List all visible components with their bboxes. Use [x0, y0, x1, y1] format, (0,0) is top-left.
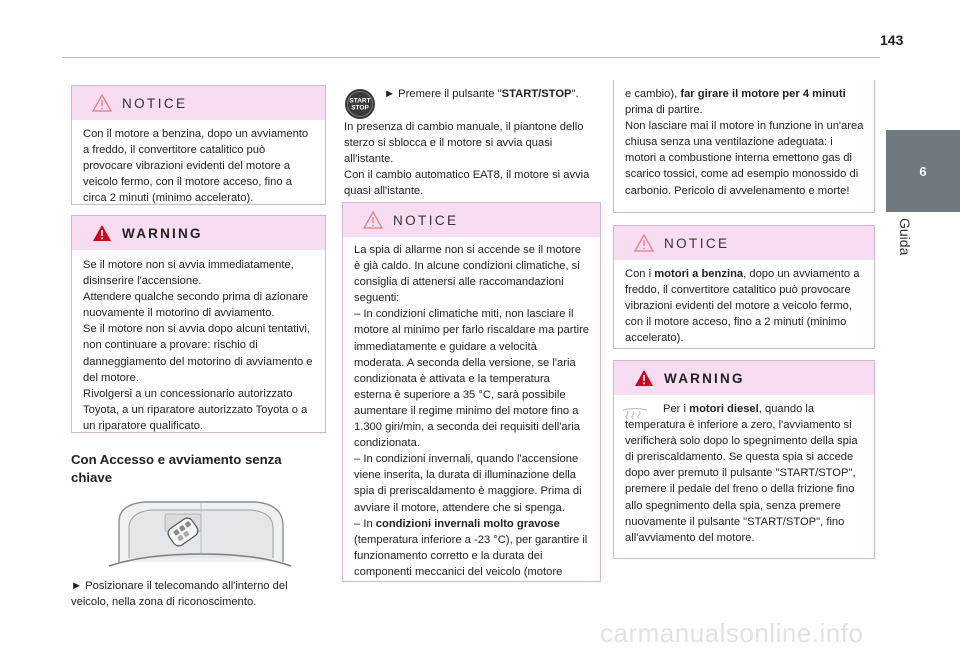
- para-manual-gearbox: In presenza di cambio manuale, il piantone dello sterzo si sblocca e il motore si avvia quasi all'istante. Con il cambio automatico EAT8, il motore si avvia quasi all'istante.: [344, 121, 590, 198]
- warning-line: Rivolgersi a un concessionario autorizzato Toyota, a un riparatore autorizzato Toyota o a un riparatore qualificato.: [83, 387, 308, 432]
- warning-header: [72, 216, 325, 250]
- notice-header: [343, 203, 600, 237]
- warning-header: [614, 361, 874, 395]
- start-stop-button-icon: [344, 88, 376, 120]
- col1-warning-box: [71, 215, 326, 433]
- page-number: 143: [880, 32, 904, 48]
- warning-line: Se il motore non si avvia immediatamente, disinserire l'accensione.: [83, 259, 294, 288]
- warning-title: WARNING: [664, 370, 745, 386]
- svg-text:STOP: STOP: [351, 104, 369, 112]
- notice-title: NOTICE: [393, 212, 459, 228]
- svg-text:START: START: [349, 97, 371, 105]
- continuation-text: e cambio), far girare il motore per 4 minuti prima di partire.: [625, 88, 846, 117]
- car-key-illustration: [105, 492, 295, 574]
- notice-item: – In condizioni climatiche miti, non lasciare il motore al minimo per farlo riscaldare ma partire immediatamente e guidare a velocità moderata. A seconda della versione, se l'aria condizionata è attivata e la temperatura esterna è superiore a 35 °C, sarà possibile aumentare il regime minimo del motore fino a 1.300 giri/min, a seconda dei requisiti dell'aria condizionata.: [354, 308, 590, 450]
- warning-icon: [92, 224, 112, 242]
- section-label: Guida: [897, 218, 913, 256]
- continuation-warning: Non lasciare mai il motore in funzione in un'area chiusa senza una ventilazione adeguata: i motori a combustione interna emettono gas di scarico tossici, come ad esempio monossido di carbonio. Pericolo di avvelenamento e morte!: [625, 120, 864, 197]
- notice-icon: [634, 234, 654, 252]
- warning-line: Attendere qualche secondo prima di azionare nuovamente il motorino di avviamento.: [83, 291, 309, 320]
- step-press-start: ► Premere il pulsante "START/STOP".: [384, 88, 579, 100]
- warning-icon: [634, 369, 654, 387]
- notice-title: NOTICE: [664, 235, 730, 251]
- section-tab[interactable]: [886, 130, 960, 212]
- section-heading: Con Accesso e avviamento senza chiave: [71, 452, 282, 485]
- col3-notice-box: [613, 225, 875, 349]
- preheating-lamp-icon: [622, 407, 648, 419]
- notice-icon: [92, 94, 112, 112]
- notice-title: NOTICE: [122, 95, 188, 111]
- notice-text: Con il motore a benzina, dopo un avviamento a freddo, il convertitore catalitico può provocare vibrazioni evidenti del motore a veicolo fermo, con il motore acceso, fino a circa 2 minuti (minimo accelerato).: [83, 128, 309, 205]
- warning-text: Per i motori diesel, quando la temperatura è inferiore a zero, l'avviamento si verificherà solo dopo lo spegnimento della spia di preriscaldamento. Se questa spia si accede dopo aver premuto il pulsante "START/STOP", premere il pedale del freno o della frizione fino allo spegnimento della spia, senza premere nuovamente il pulsante "START/STOP", fino all'avviamento del motore.: [625, 403, 858, 544]
- col3-warning-box: [613, 360, 875, 559]
- notice-text: Con i motori a benzina, dopo un avviamento a freddo, il convertitore catalitico può provocare vibrazioni evidenti del motore a veicolo fermo, con il motore acceso, fino a 2 minuti (minimo accelerato).: [625, 268, 860, 345]
- notice-header: [72, 86, 325, 120]
- instruction-text: ► Posizionare il telecomando all'interno del veicolo, nella zona di riconoscimento.: [71, 580, 288, 609]
- notice-header: [614, 226, 874, 260]
- col2-notice-box: [342, 202, 601, 582]
- notice-item: – In condizioni invernali, quando l'accensione viene inserita, la durata di illuminazione della spia di preriscaldamento è maggiore. Prima di avviare il motore, attendere che si spenga.: [354, 453, 582, 514]
- col1-notice-box: [71, 85, 326, 205]
- notice-item: – In condizioni invernali molto gravose (temperatura inferiore a -23 °C), per garantire il funzionamento corretto e la durata dei componenti meccanici del veicolo (motore: [354, 517, 588, 578]
- notice-icon: [363, 211, 383, 229]
- section-tab-number: 6: [919, 163, 927, 179]
- watermark: carmanualsonline.info: [600, 618, 864, 648]
- col3-continuation-box: [613, 80, 875, 213]
- warning-line: Se il motore non si avvia dopo alcuni tentativi, non continuare a provare: rischio di danneggiamento del motorino di avviamento e del motore.: [83, 323, 313, 384]
- notice-intro: La spia di allarme non si accende se il motore è già caldo. In alcune condizioni climatiche, si consiglia di attenersi alle raccomandazioni seguenti:: [354, 244, 581, 305]
- warning-title: WARNING: [122, 225, 203, 241]
- top-divider: [62, 57, 880, 58]
